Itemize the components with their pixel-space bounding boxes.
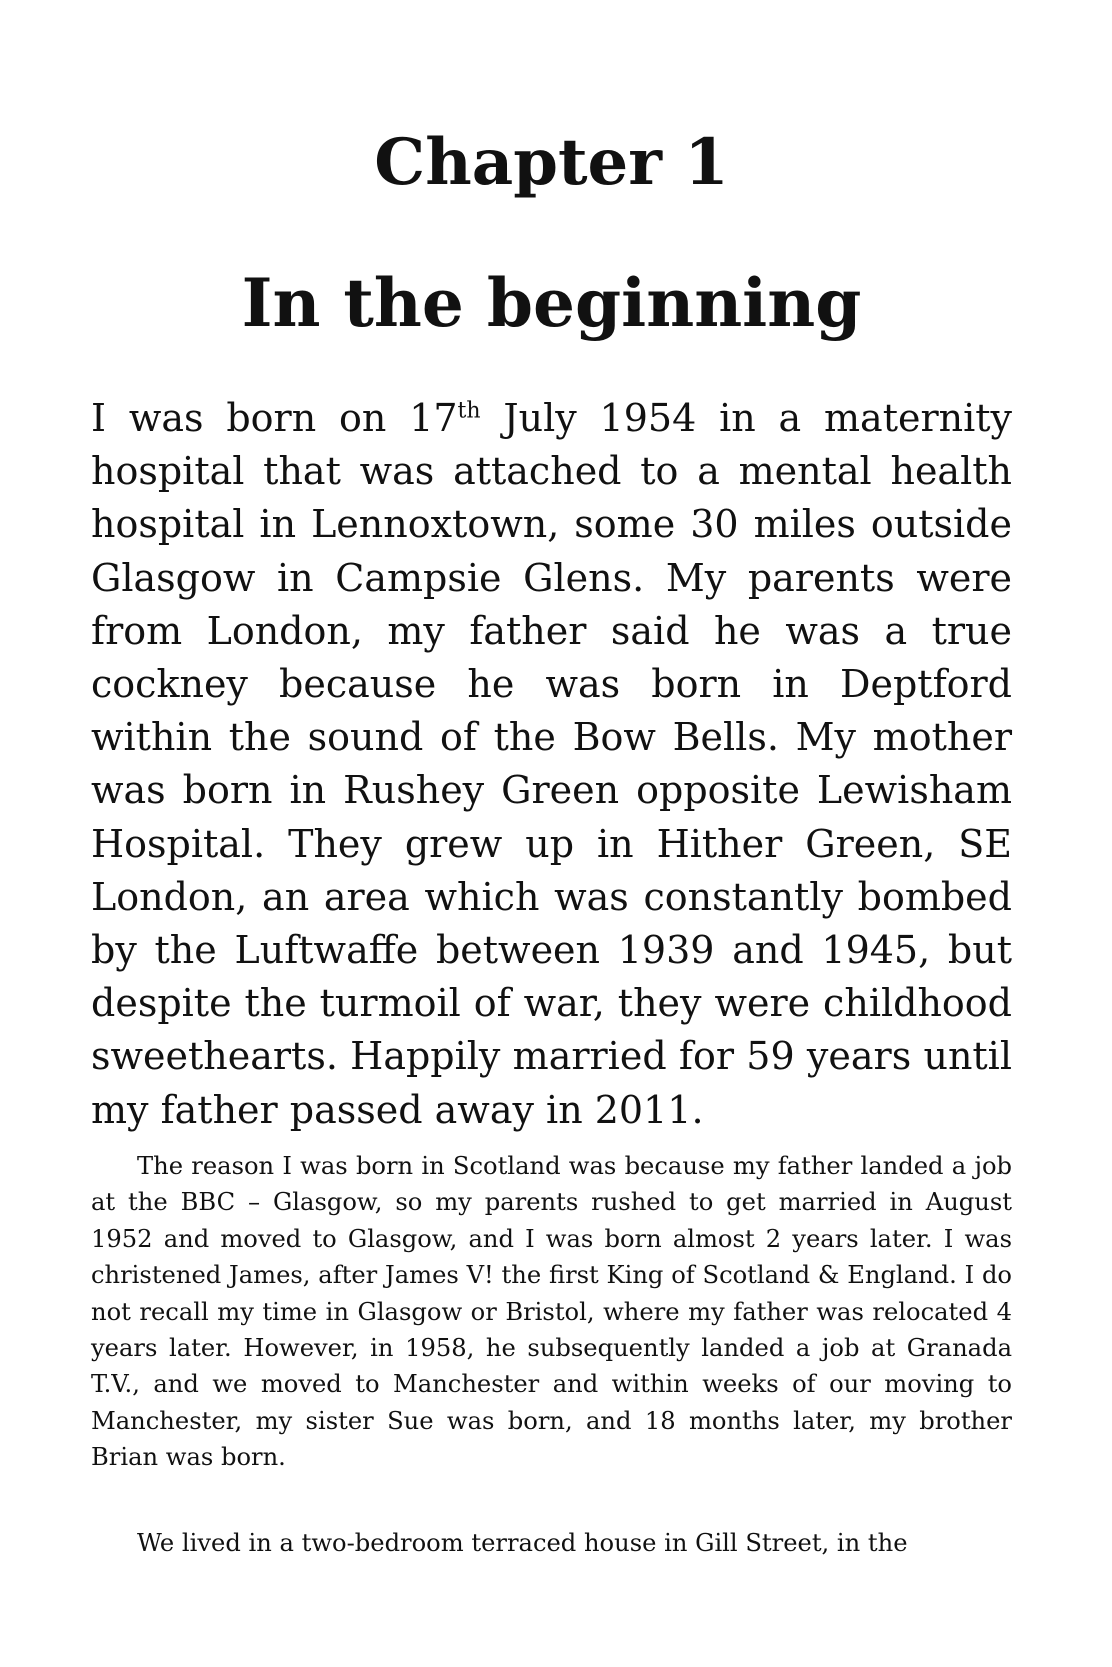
- chapter-title: In the beginning: [241, 264, 862, 342]
- lead-paragraph: [91, 392, 1012, 1137]
- body-paragraph: We lived in a two-bedroom terraced house in Gill Street, in the: [137, 1529, 908, 1557]
- chapter-number: Chapter 1: [374, 125, 729, 200]
- lead-text-start: I was born on 17: [91, 396, 458, 440]
- body-paragraph: The reason I was born in Scotland was because my father landed a job at the BBC – Glasgow, so my parents rushed to get married in August 1952 and moved to Glasgow, and I was born almost 2 years later. I was christened James, after James V! the first King of Scotland & England. I do not recall my time in Glasgow or Bristol, where my father was relocated 4 years later. However, in 1958, he subsequently landed a job at Granada T.V., and we moved to Manchester and within weeks of our moving to Manchester, my sister Sue was born, and 18 months later, my brother Brian was born.: [91, 1152, 1012, 1472]
- ordinal-suffix: th: [457, 398, 481, 424]
- book-page: [91, 0, 1012, 1667]
- lead-text-rest: July 1954 in a maternity hospital that was attached to a mental health hospital in Lennoxtown, some 30 miles outside Glasgow in Campsie Glens. My parents were from London, my father said he was a true cockney because he was born in Deptford within the sound of the Bow Bells. My mother was born in Rushey Green opposite Lewisham Hospital. They grew up in Hither Green, SE London, an area which was constantly bombed by the Luftwaffe between 1939 and 1945, but despite the turmoil of war, they were childhood sweethearts. Happily married for 59 years until my father passed away in 2011.: [91, 396, 1012, 1132]
